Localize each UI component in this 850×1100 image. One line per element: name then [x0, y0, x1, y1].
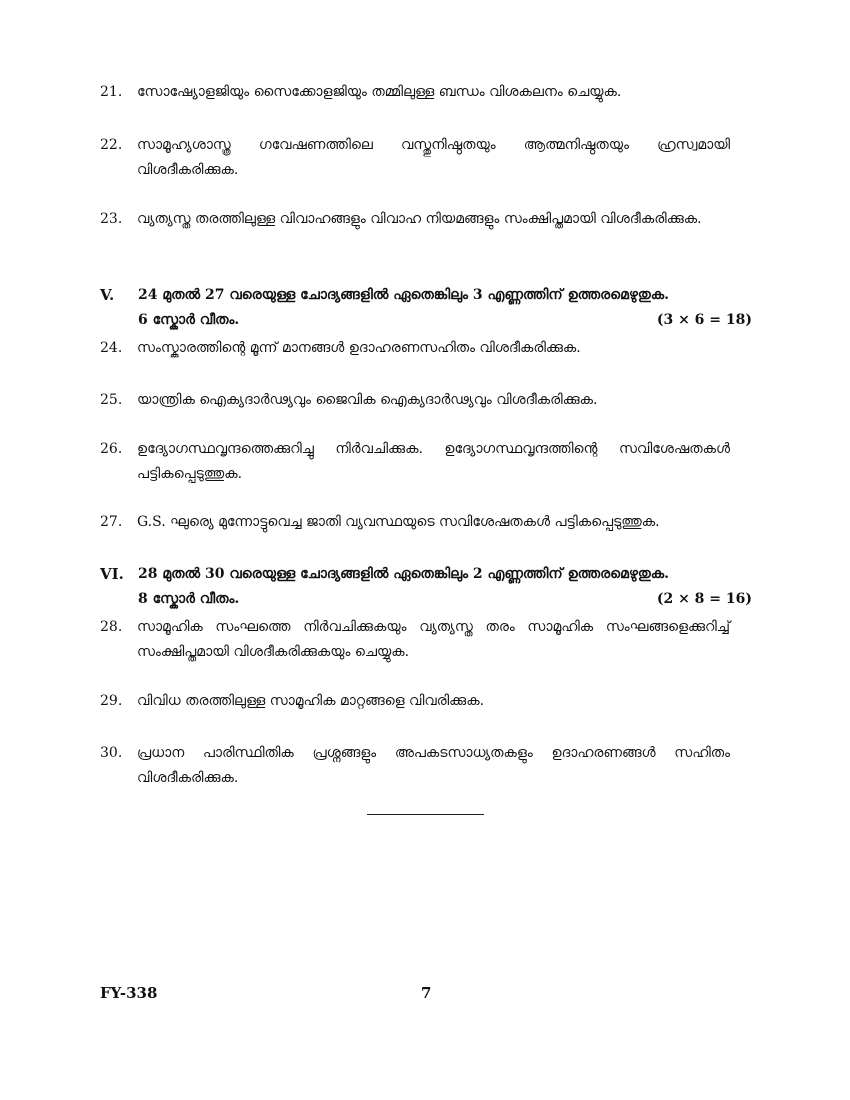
question-23 — [100, 207, 730, 232]
question-text: സോഷ്യോളജിയും സൈക്കോളജിയും തമ്മിലുള്ള ബന്ധം വിശകലനം ചെയ്യുക. — [137, 84, 622, 100]
question-22 — [100, 133, 730, 183]
marks-each: 6 സ്കോർ വീതം. — [138, 312, 240, 328]
question-text: സംസ്കാരത്തിന്റെ മൂന്ന് മാനങ്ങൾ ഉദാഹരണസഹിതം വിശദീകരിക്കുക. — [137, 340, 581, 356]
question-number: 22. — [100, 137, 123, 153]
section-instruction: 28 മുതൽ 30 വരെയുള്ള ചോദ്യങ്ങളിൽ ഏതെങ്കിലും 2 എണ്ണത്തിന് ഉത്തരമെഴുതുക. — [138, 566, 670, 582]
question-text: G.S. ഘുര്യെ മുന്നോട്ടുവെച്ച ജാതി വ്യവസ്ഥയുടെ സവിശേഷതകൾ പട്ടികപ്പെടുത്തുക. — [137, 514, 660, 530]
question-number: 23. — [100, 211, 123, 227]
question-text: പ്രധാന പാരിസ്ഥിതിക പ്രശ്നങ്ങളും അപകടസാധ്യതകളും ഉദാഹരണങ്ങൾ സഹിതം വിശദീകരിക്കുക. — [137, 745, 730, 786]
section-roman-numeral: VI. — [100, 565, 124, 583]
page-number: 7 — [421, 984, 432, 1002]
paper-code: FY-338 — [100, 984, 158, 1002]
question-number: 24. — [100, 340, 123, 356]
marks-total: (3 × 6 = 18) — [656, 312, 752, 328]
question-number: 30. — [100, 745, 123, 761]
section-instruction: 24 മുതൽ 27 വരെയുള്ള ചോദ്യങ്ങളിൽ ഏതെങ്കിലും 3 എണ്ണത്തിന് ഉത്തരമെഴുതുക. — [138, 287, 670, 303]
section-roman-numeral: V. — [100, 286, 115, 304]
question-27 — [100, 510, 730, 535]
question-30 — [100, 741, 730, 791]
question-number: 29. — [100, 693, 123, 709]
question-text: സാമൂഹിക സംഘത്തെ നിർവചിക്കുകയും വ്യത്യസ്ത തരം സാമൂഹിക സംഘങ്ങളെക്കുറിച്ച് സംക്ഷിപ്തമായി വിശദീകരിക്കുകയും ചെയ്യുക. — [137, 619, 730, 660]
marks-total: (2 × 8 = 16) — [656, 591, 752, 607]
question-number: 27. — [100, 514, 123, 530]
question-24 — [100, 336, 730, 361]
section-v-header — [100, 283, 752, 333]
question-text: വ്യത്യസ്ത തരത്തിലുള്ള വിവാഹങ്ങളും വിവാഹ നിയമങ്ങളും സംക്ഷിപ്തമായി വിശദീകരിക്കുക. — [137, 211, 702, 227]
question-number: 21. — [100, 84, 123, 100]
question-28 — [100, 615, 730, 665]
question-text: വിവിധ തരത്തിലുള്ള സാമൂഹിക മാറ്റങ്ങളെ വിവരിക്കുക. — [137, 693, 485, 709]
question-text: സാമൂഹ്യശാസ്ത്ര ഗവേഷണത്തിലെ വസ്തുനിഷ്ഠതയും ആത്മനിഷ്ഠതയും ഹ്രസ്വമായി വിശദീകരിക്കുക. — [137, 137, 730, 178]
question-number: 25. — [100, 392, 123, 408]
question-21 — [100, 80, 730, 105]
question-25 — [100, 388, 730, 413]
question-text: യാന്ത്രിക ഐക്യദാർഢ്യവും ജൈവിക ഐക്യദാർഢ്യവും വിശദീകരിക്കുക. — [137, 392, 598, 408]
question-29 — [100, 689, 730, 714]
section-vi-header — [100, 562, 752, 612]
question-number: 28. — [100, 619, 123, 635]
question-26 — [100, 437, 730, 487]
section-marks-line — [138, 587, 752, 612]
marks-each: 8 സ്കോർ വീതം. — [138, 591, 240, 607]
question-number: 26. — [100, 441, 123, 457]
question-text: ഉദ്യോഗസ്ഥവൃന്ദത്തെക്കുറിച്ചു നിർവചിക്കുക. ഉദ്യോഗസ്ഥവൃന്ദത്തിന്റെ സവിശേഷതകൾ പട്ടികപ്പെടുത്തുക. — [137, 441, 730, 482]
section-marks-line — [138, 308, 752, 333]
end-of-paper-rule — [367, 814, 484, 815]
